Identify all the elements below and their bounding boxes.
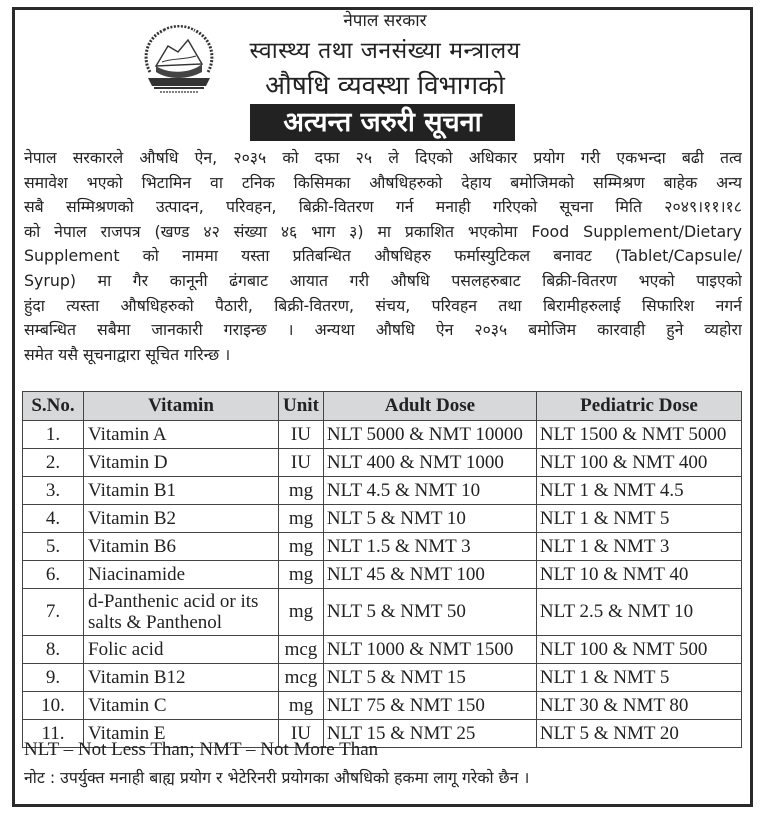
vitamin-dose-table [22, 391, 742, 748]
notice-line: हुंदा त्यस्ता औषधिहरुको पैठारी, बिक्री-वितरण, संचय, परिवहन तथा बिरामीहरुलाई सिफारिश नगर्न [24, 295, 742, 315]
sno-cell: 8. [23, 636, 84, 664]
notice-line: समावेश भएको भिटामिन वा टनिक किसिमका औषधिहरुको देहाय बमोजिमको सम्मिश्रण बाहेक अन्य [24, 172, 742, 192]
header-vitamin: Vitamin [84, 392, 279, 421]
notice-line: को नेपाल राजपत्र (खण्ड ४२ संख्या ४६ भाग ३) मा प्रकाशित भएकोमा Food Supplement/Dietary [24, 221, 742, 241]
sno-cell: 9. [23, 664, 84, 692]
vitamin-cell: Vitamin B2 [84, 505, 279, 533]
adult-dose-cell: NLT 5 & NMT 15 [323, 664, 536, 692]
header-adult-dose: Adult Dose [323, 392, 536, 421]
adult-dose-cell: NLT 15 & NMT 25 [323, 720, 536, 748]
abbreviation-legend: NLT – Not Less Than; NMT – Not More Than [24, 739, 379, 760]
sno-cell: 11. [23, 720, 84, 748]
pediatric-dose-cell: NLT 100 & NMT 400 [536, 449, 741, 477]
unit-cell: mcg [279, 664, 324, 692]
vitamin-cell: Vitamin E [84, 720, 279, 748]
pediatric-dose-cell: NLT 1 & NMT 5 [536, 664, 741, 692]
table-body [23, 421, 742, 748]
government-title: नेपाल सरकार [343, 11, 427, 31]
unit-cell: IU [279, 720, 324, 748]
vitamin-cell: Vitamin A [84, 421, 279, 449]
vitamin-cell: d-Panthenic acid or its salts & Panthenol [84, 589, 279, 636]
nepal-government-emblem-icon [138, 22, 220, 100]
vitamin-cell: Niacinamide [84, 561, 279, 589]
adult-dose-cell: NLT 75 & NMT 150 [323, 692, 536, 720]
table-row [23, 533, 742, 561]
table-row [23, 561, 742, 589]
urgent-notice-banner: अत्यन्त जरुरी सूचना [250, 104, 515, 141]
sno-cell: 1. [23, 421, 84, 449]
pediatric-dose-cell: NLT 100 & NMT 500 [536, 636, 741, 664]
unit-cell: mg [279, 505, 324, 533]
sno-cell: 5. [23, 533, 84, 561]
table-row [23, 505, 742, 533]
table-row [23, 664, 742, 692]
header-sno: S.No. [23, 392, 84, 421]
vitamin-cell: Folic acid [84, 636, 279, 664]
table-row [23, 477, 742, 505]
notice-line: सबै सम्मिश्रणको उत्पादन, परिवहन, बिक्री-वितरण गर्न मनाही गरिएको सूचना मिति २०४९।११।१८ [24, 197, 742, 217]
unit-cell: mg [279, 589, 324, 636]
notice-line: Syrup) मा गैर कानूनी ढंगबाट आयात गरी औषधि पसलहरुबाट बिक्री-वितरण भएको पाइएको [24, 270, 742, 290]
footer-note: नोट : उपर्युक्त मनाही बाह्य प्रयोग र भेटेरिनरी प्रयोगका औषधिको हकमा लागू गरेको छैन । [24, 768, 530, 787]
pediatric-dose-cell: NLT 1 & NMT 3 [536, 533, 741, 561]
sno-cell: 10. [23, 692, 84, 720]
vitamin-cell: Vitamin B6 [84, 533, 279, 561]
pediatric-dose-cell: NLT 1 & NMT 4.5 [536, 477, 741, 505]
unit-cell: IU [279, 449, 324, 477]
table-row [23, 692, 742, 720]
adult-dose-cell: NLT 5 & NMT 10 [323, 505, 536, 533]
adult-dose-cell: NLT 5 & NMT 50 [323, 589, 536, 636]
notice-line: समेत यसै सूचनाद्वारा सूचित गरिन्छ । [24, 344, 231, 364]
unit-cell: mg [279, 692, 324, 720]
table-row [23, 421, 742, 449]
sno-cell: 7. [23, 589, 84, 636]
pediatric-dose-cell: NLT 30 & NMT 80 [536, 692, 741, 720]
adult-dose-cell: NLT 4.5 & NMT 10 [323, 477, 536, 505]
notice-line: नेपाल सरकारले औषधि ऐन, २०३५ को दफा २५ ले दिएको अधिकार प्रयोग गरी एकभन्दा बढी तत्व [24, 148, 742, 167]
adult-dose-cell: NLT 400 & NMT 1000 [323, 449, 536, 477]
pediatric-dose-cell: NLT 2.5 & NMT 10 [536, 589, 741, 636]
unit-cell: mg [279, 477, 324, 505]
vitamin-cell: Vitamin C [84, 692, 279, 720]
ministry-title: स्वास्थ्य तथा जनसंख्या मन्त्रालय [249, 38, 521, 64]
notice-line: Supplement को नाममा यस्ता प्रतिबन्धित औषधिहरु फर्मास्युटिकल बनावट (Tablet/Capsule/ [24, 246, 742, 266]
header-pediatric-dose: Pediatric Dose [536, 392, 741, 421]
unit-cell: IU [279, 421, 324, 449]
notice-body [24, 146, 742, 367]
pediatric-dose-cell: NLT 10 & NMT 40 [536, 561, 741, 589]
table-row [23, 449, 742, 477]
adult-dose-cell: NLT 5000 & NMT 10000 [323, 421, 536, 449]
pediatric-dose-cell: NLT 1500 & NMT 5000 [536, 421, 741, 449]
sno-cell: 2. [23, 449, 84, 477]
notice-line: सम्बन्धित सबैमा जानकारी गराइन्छ । अन्यथा औषधि ऐन २०३५ बमोजिम कारवाही हुने व्यहोरा [24, 320, 742, 340]
vitamin-cell: Vitamin B1 [84, 477, 279, 505]
sno-cell: 3. [23, 477, 84, 505]
sno-cell: 4. [23, 505, 84, 533]
adult-dose-cell: NLT 45 & NMT 100 [323, 561, 536, 589]
adult-dose-cell: NLT 1000 & NMT 1500 [323, 636, 536, 664]
table-row [23, 589, 742, 636]
table-header-row [23, 392, 742, 421]
table-row [23, 636, 742, 664]
unit-cell: mcg [279, 636, 324, 664]
header-unit: Unit [279, 392, 324, 421]
department-title: औषधि व्यवस्था विभागको [265, 71, 505, 101]
unit-cell: mg [279, 533, 324, 561]
pediatric-dose-cell: NLT 1 & NMT 5 [536, 505, 741, 533]
adult-dose-cell: NLT 1.5 & NMT 3 [323, 533, 536, 561]
sno-cell: 6. [23, 561, 84, 589]
vitamin-cell: Vitamin D [84, 449, 279, 477]
pediatric-dose-cell: NLT 5 & NMT 20 [536, 720, 741, 748]
unit-cell: mg [279, 561, 324, 589]
vitamin-cell: Vitamin B12 [84, 664, 279, 692]
